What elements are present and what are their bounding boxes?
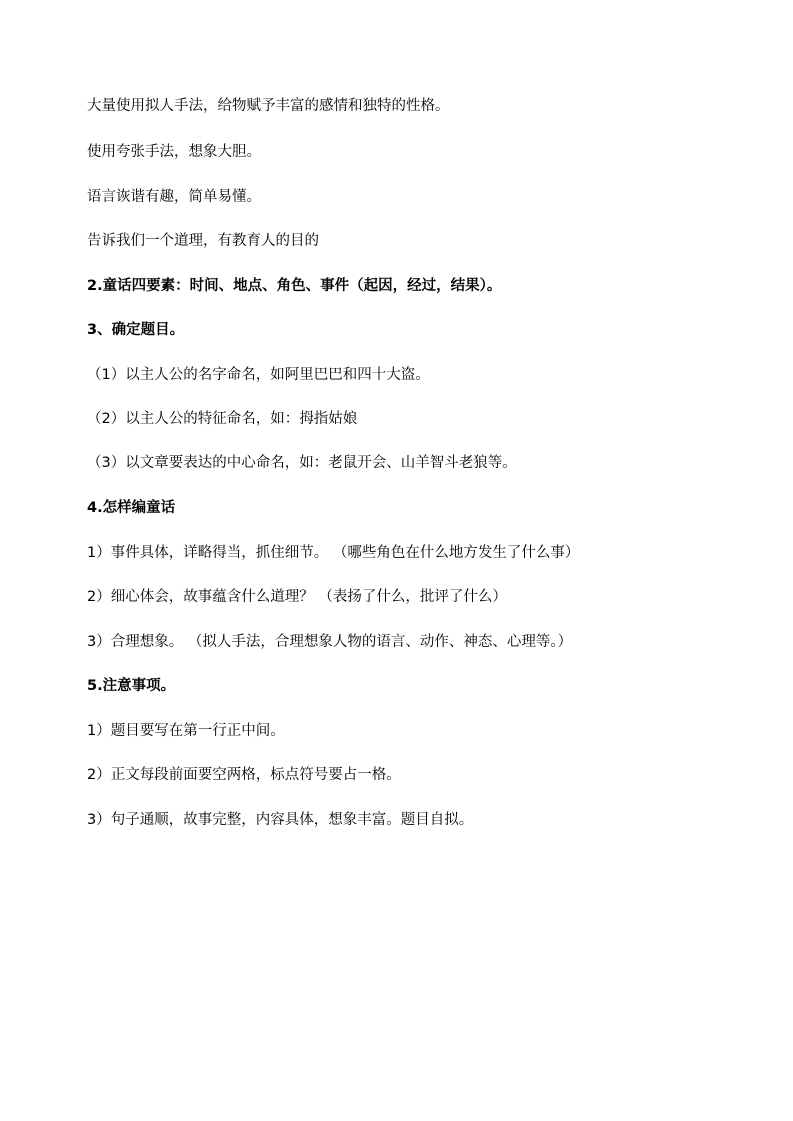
list-item-title-by-name: （1）以主人公的名字命名，如阿里巴巴和四十大盗。 <box>87 367 430 383</box>
heading-four-elements: 2.童话四要素：时间、地点、角色、事件（起因，经过，结果）。 <box>87 278 502 294</box>
list-item-title-by-trait: （2）以主人公的特征命名，如：拇指姑娘 <box>87 411 358 427</box>
list-item-fluency: 3）句子通顺，故事完整，内容具体，想象丰富。题目自拟。 <box>87 812 474 828</box>
paragraph-language: 语言诙谐有趣，简单易懂。 <box>87 189 261 205</box>
heading-how-to-write: 4.怎样编童话 <box>87 500 176 516</box>
paragraph-moral: 告诉我们一个道理，有教育人的目的 <box>87 233 319 249</box>
list-item-story-meaning: 2）细心体会，故事蕴含什么道理？ （表扬了什么，批评了什么） <box>87 589 507 605</box>
list-item-title-by-theme: （3）以文章要表达的中心命名，如：老鼠开会、山羊智斗老狼等。 <box>87 455 517 471</box>
list-item-specific-events: 1）事件具体，详略得当，抓住细节。 （哪些角色在什么地方发生了什么事） <box>87 545 580 561</box>
list-item-title-position: 1）题目要写在第一行正中间。 <box>87 723 285 739</box>
paragraph-exaggeration: 使用夸张手法，想象大胆。 <box>87 144 261 160</box>
list-item-indentation: 2）正文每段前面要空两格，标点符号要占一格。 <box>87 767 401 783</box>
heading-notes: 5.注意事项。 <box>87 678 176 694</box>
heading-choose-title: 3、确定题目。 <box>87 322 185 338</box>
list-item-imagination: 3）合理想象。 （拟人手法，合理想象人物的语言、动作、神态、心理等。） <box>87 634 573 650</box>
paragraph-personification: 大量使用拟人手法，给物赋予丰富的感情和独特的性格。 <box>87 98 450 114</box>
